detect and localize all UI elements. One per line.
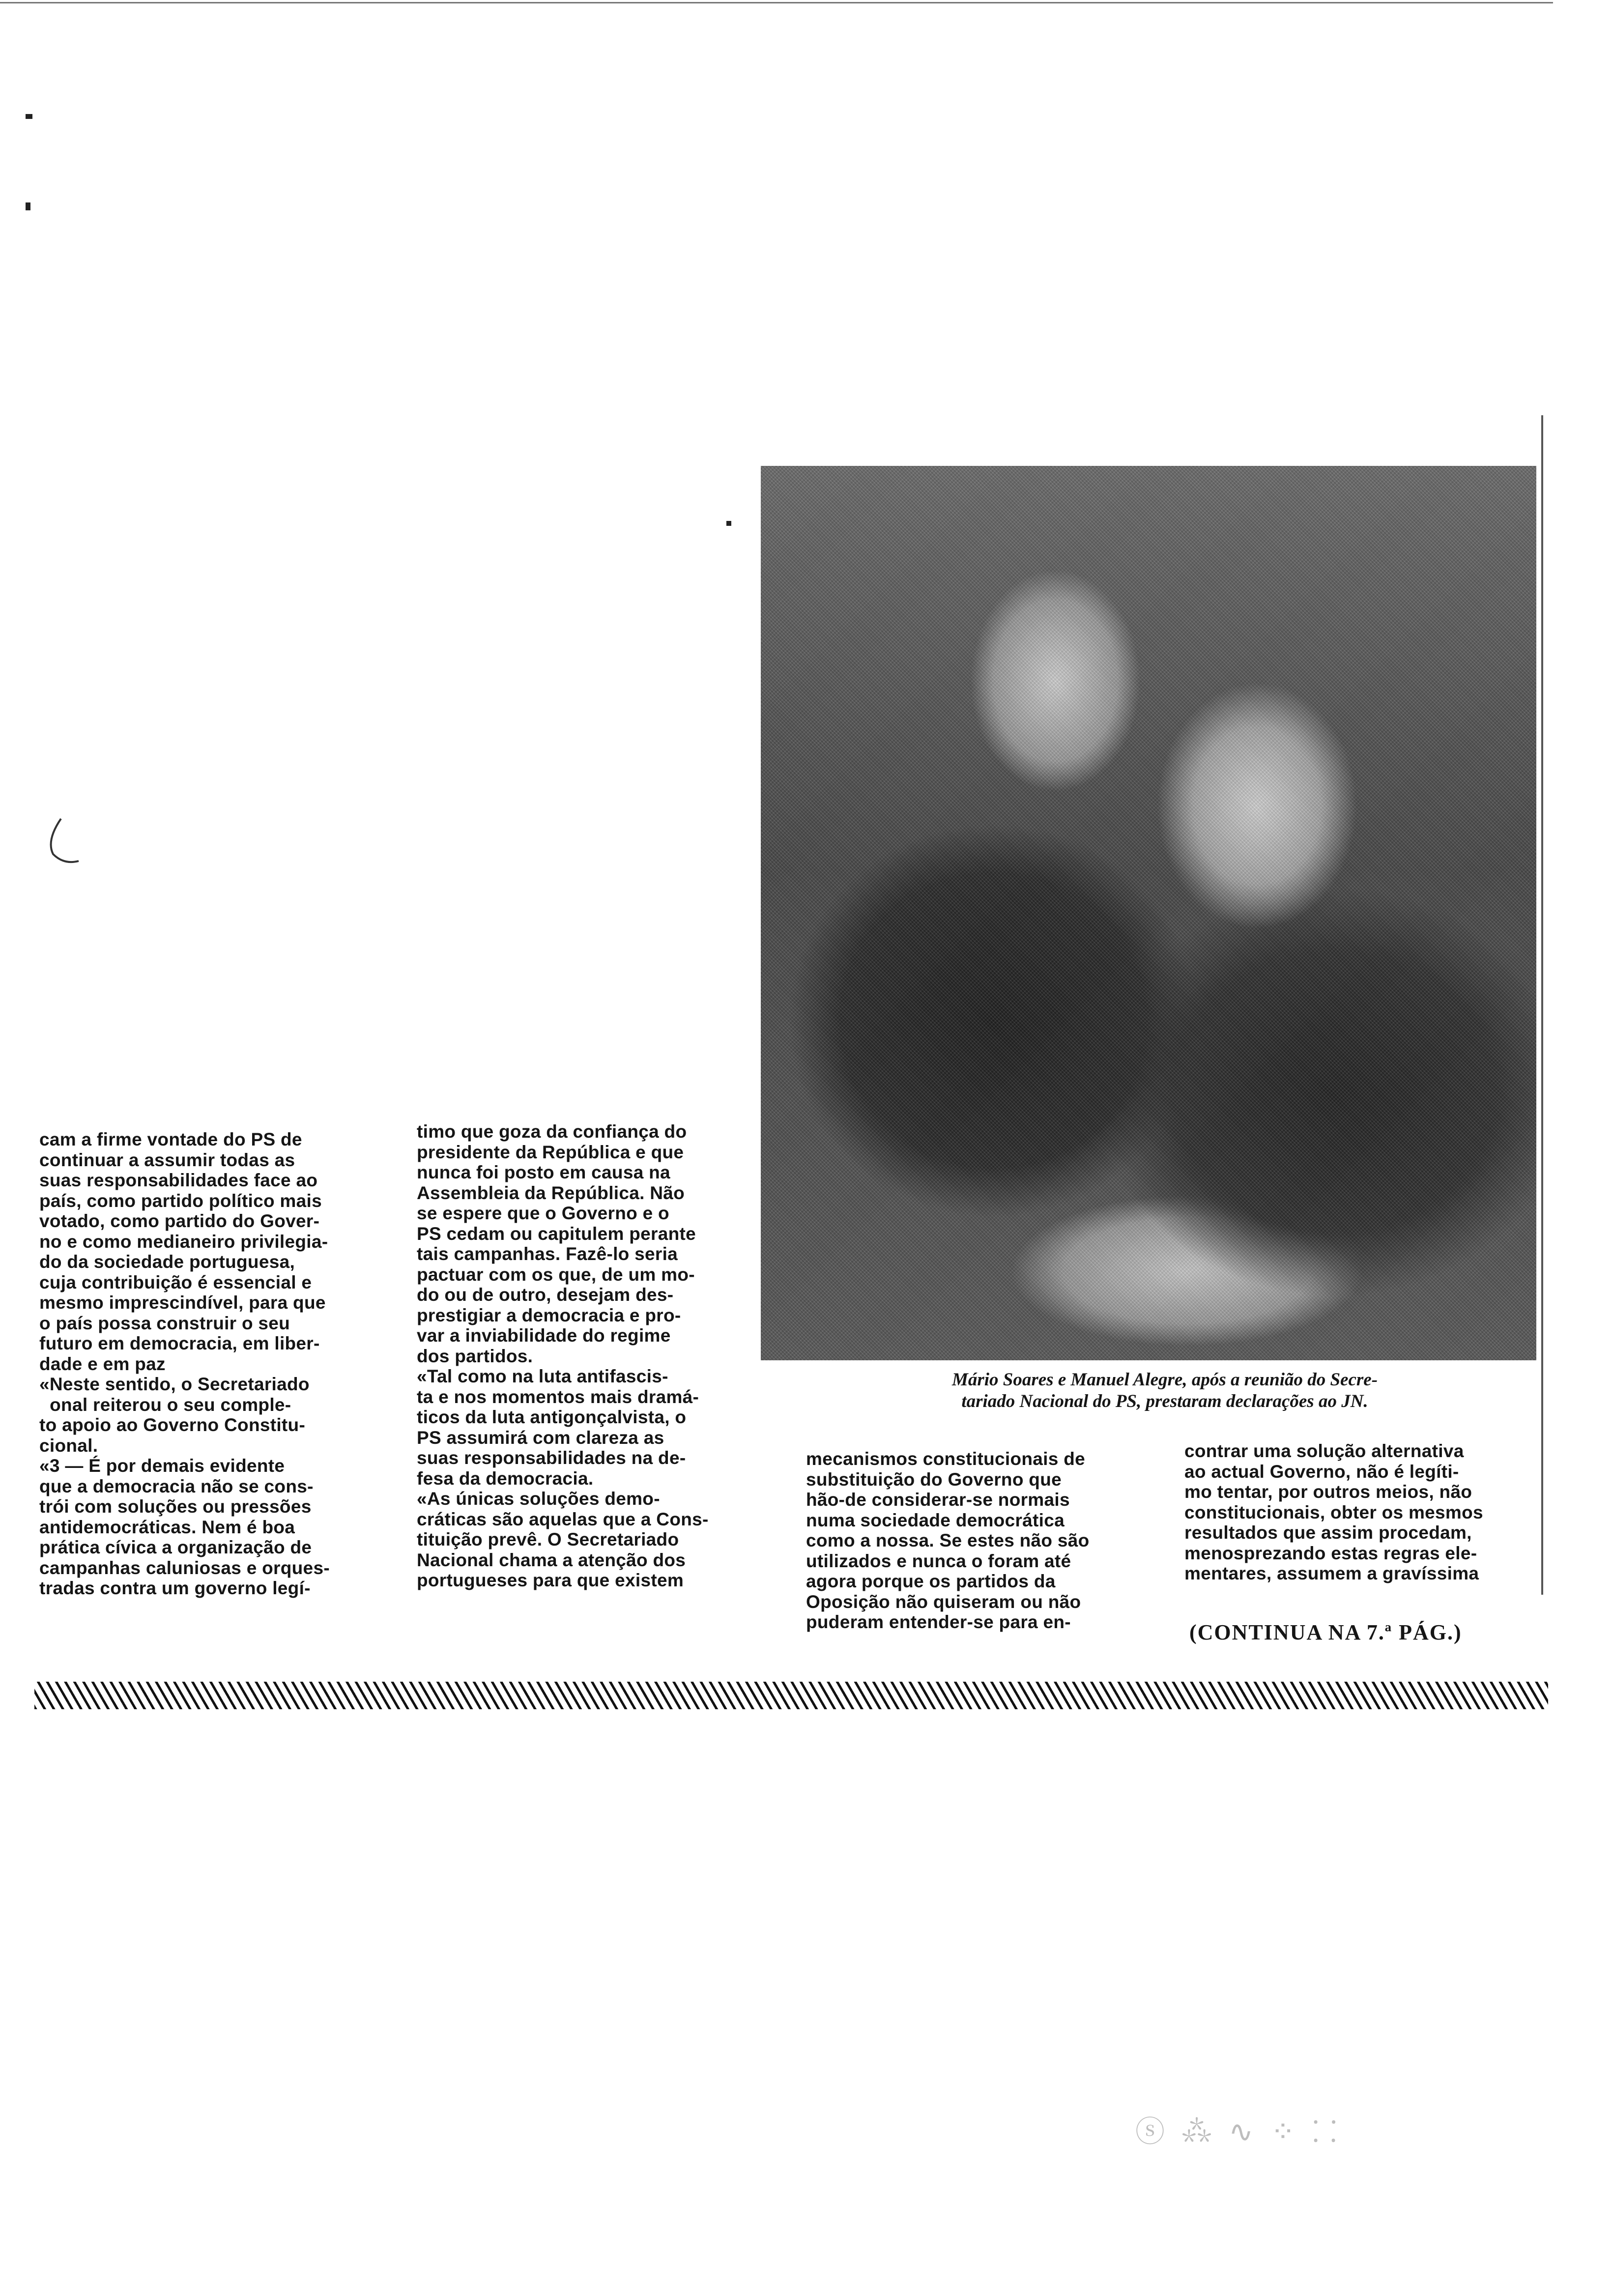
article-line: ta e nos momentos mais dramá- [417, 1386, 699, 1407]
article-line: prestigiar a democracia e pro- [417, 1305, 681, 1325]
article-line: no e como medianeiro privilegia- [39, 1231, 328, 1252]
article-line: tituição prevê. O Secretariado [417, 1529, 679, 1550]
article-line: fesa da democracia. [417, 1468, 594, 1489]
article-line: puderam entender-se para en- [806, 1612, 1071, 1632]
clipping-edge-line [1541, 415, 1543, 1595]
article-line: cam a firme vontade do PS de [39, 1129, 302, 1149]
article-line: utilizados e nunca o foram até [806, 1550, 1071, 1571]
article-line: do da sociedade portuguesa, [39, 1252, 295, 1272]
article-line: presidente da República e que [417, 1142, 684, 1162]
article-column-4 [1184, 1441, 1483, 1584]
continued-on-page-notice: (CONTINUA NA 7.ª PÁG.) [1189, 1620, 1462, 1644]
article-line: onal reiterou o seu comple- [39, 1394, 291, 1415]
article-line: agora porque os partidos da [806, 1571, 1056, 1591]
article-line: numa sociedade democrática [806, 1510, 1065, 1530]
article-line: suas responsabilidades na de- [417, 1448, 686, 1468]
article-line: PS cedam ou capitulem perante [417, 1223, 696, 1244]
article-line: «As únicas soluções demo- [417, 1489, 660, 1509]
article-line: campanhas caluniosas e orques- [39, 1557, 330, 1578]
article-line: mecanismos constitucionais de [806, 1449, 1085, 1469]
article-line: país, como partido político mais [39, 1190, 322, 1211]
article-line: pactuar com os que, de um mo- [417, 1264, 695, 1285]
article-line: «Tal como na luta antifascis- [417, 1366, 668, 1386]
article-line: contrar uma solução alternativa [1184, 1441, 1464, 1461]
article-line: dos partidos. [417, 1346, 533, 1366]
margin-curve-mark [43, 816, 83, 870]
caption-line-1: Mário Soares e Manuel Alegre, após a reunião do Secre- [951, 1370, 1378, 1390]
faint-stamp: ⓢ ⁂ ∿ ⁘ ⸬ [1135, 2116, 1342, 2148]
article-line: dade e em paz [39, 1353, 166, 1374]
article-line: «3 — É por demais evidente [39, 1456, 285, 1476]
hatched-divider [34, 1682, 1548, 1709]
article-line: Nacional chama a atenção dos [417, 1550, 686, 1570]
article-line: hão-de considerar-se normais [806, 1490, 1070, 1510]
article-line: constitucionais, obter os mesmos [1184, 1502, 1483, 1522]
article-line: cuja contribuição é essencial e [39, 1272, 312, 1292]
article-line: prática cívica a organização de [39, 1537, 312, 1557]
article-line: continuar a assumir todas as [39, 1149, 295, 1170]
article-line: mesmo imprescindível, para que [39, 1292, 326, 1313]
article-line: tais campanhas. Fazê-lo seria [417, 1244, 678, 1264]
article-line: Oposição não quiseram ou não [806, 1591, 1081, 1612]
article-line: como a nossa. Se estes não são [806, 1530, 1090, 1550]
article-line: mentares, assumem a gravíssima [1184, 1563, 1479, 1583]
article-line: o país possa construir o seu [39, 1313, 290, 1333]
article-line: menosprezando estas regras ele- [1184, 1543, 1477, 1563]
article-line: var a inviabilidade do regime [417, 1325, 671, 1346]
article-line: timo que goza da confiança do [417, 1121, 687, 1142]
margin-mark [26, 114, 32, 119]
article-line: se espere que o Governo e o [417, 1203, 669, 1223]
photo-grain [761, 466, 1536, 1360]
article-column-3 [806, 1449, 1090, 1633]
article-line: tradas contra um governo legí- [39, 1578, 311, 1598]
news-photo [761, 466, 1536, 1360]
top-rule [0, 2, 1553, 3]
article-line: portugueses para que existem [417, 1570, 684, 1590]
article-line: Assembleia da República. Não [417, 1182, 685, 1203]
article-line: votado, como partido do Gover- [39, 1211, 320, 1231]
article-line: ao actual Governo, não é legíti- [1184, 1461, 1459, 1482]
article-line: substituição do Governo que [806, 1469, 1062, 1490]
article-line: do ou de outro, desejam des- [417, 1285, 674, 1305]
article-line: ticos da luta antigonçalvista, o [417, 1407, 687, 1427]
article-line: futuro em democracia, em liber- [39, 1333, 320, 1353]
article-line: to apoio ao Governo Constitu- [39, 1415, 306, 1435]
article-line: cional. [39, 1435, 98, 1456]
margin-mark [726, 521, 731, 526]
margin-mark [26, 202, 30, 210]
article-line: suas responsabilidades face ao [39, 1170, 318, 1190]
article-line: mo tentar, por outros meios, não [1184, 1482, 1472, 1502]
article-column-2 [417, 1121, 709, 1591]
article-line: que a democracia não se cons- [39, 1476, 314, 1496]
caption-line-2: tariado Nacional do PS, prestaram declarações ao JN. [961, 1391, 1368, 1411]
article-line: PS assumirá com clareza as [417, 1427, 664, 1448]
article-line: trói com soluções ou pressões [39, 1496, 312, 1517]
photo-caption [796, 1369, 1533, 1412]
article-line: nunca foi posto em causa na [417, 1162, 670, 1182]
article-column-1 [39, 1129, 330, 1599]
article-line: cráticas são aquelas que a Cons- [417, 1509, 709, 1529]
article-line: resultados que assim procedam, [1184, 1522, 1472, 1543]
article-line: antidemocráticas. Nem é boa [39, 1517, 295, 1537]
article-line: «Neste sentido, o Secretariado [39, 1374, 310, 1394]
